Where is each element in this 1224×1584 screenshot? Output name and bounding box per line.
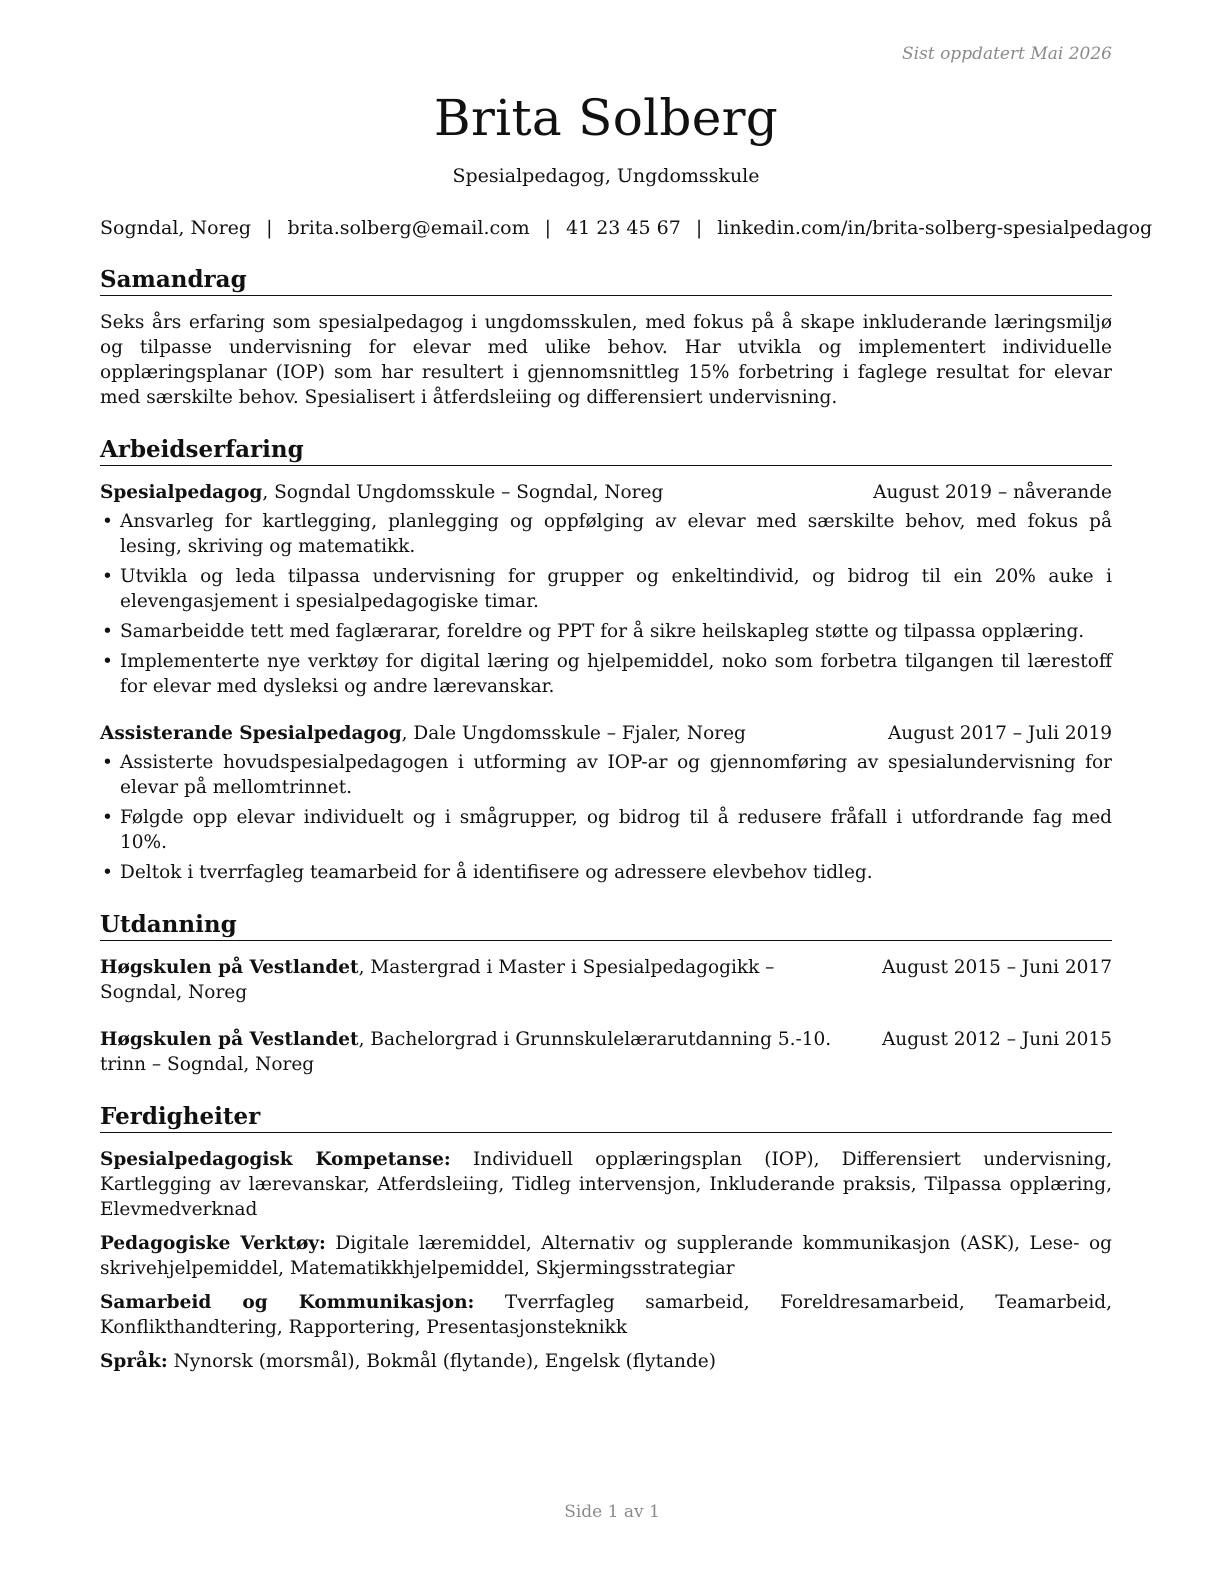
skill-text: Digitale læremiddel, Alternativ og supplerande kommunikasjon (ASK), Lese- og skrivehjelpemiddel, Matematikkhjelpemiddel, Skjermingsstrategiar	[100, 1233, 1112, 1279]
summary-heading: Samandrag	[100, 266, 1112, 296]
summary-text: Seks års erfaring som spesialpedagog i ungdomsskulen, med fokus på å skape inkluderande læringsmiljø og tilpasse undervisning for elevar med ulike behov. Har utvikla og implementert individuelle opplæringsplanar (IOP) som har resultert i gjennomsnittleg 15% forbetring i faglege resultat for elevar med særskilte behov. Spesialisert i åtferdsleiing og differensiert undervisning.	[100, 312, 1112, 408]
page-number: Side 1 av 1	[564, 1502, 660, 1522]
contact-separator: |	[544, 217, 551, 239]
job-entry	[100, 721, 1112, 885]
summary-section	[100, 266, 1112, 410]
job-bullet: • Ansvarleg for kartlegging, planlegging og oppfølging av elevar med særskilte behov, med fokus på lesing, skriving og matematikk.	[102, 511, 1112, 557]
skill-text: Tverrfagleg samarbeid, Foreldresamarbeid, Teamarbeid, Konflikthandtering, Rapportering, Presentasjonsteknikk	[100, 1292, 1112, 1338]
skills-section	[100, 1103, 1112, 1374]
skills-heading: Ferdigheiter	[100, 1103, 1112, 1133]
contact-email[interactable]: brita.solberg@email.com	[287, 217, 530, 239]
job-bullet: • Deltok i tverrfagleg teamarbeid for å identifisere og adressere elevbehov tidleg.	[102, 862, 873, 883]
job-org: , Sogndal Ungdomsskule – Sogndal, Noreg	[262, 482, 664, 503]
education-heading: Utdanning	[100, 911, 1112, 941]
job-bullet: • Følgde opp elevar individuelt og i smågrupper, og bidrog til å redusere fråfall i utfordrande fag med 10%.	[102, 807, 1112, 853]
education-dates: August 2015 – Juni 2017	[881, 957, 1112, 978]
education-section	[100, 911, 1112, 1077]
contact-location: Sogndal, Noreg	[100, 217, 252, 239]
job-entry	[100, 480, 1112, 699]
resume-page	[100, 0, 1153, 1374]
contact-phone: 41 23 45 67	[566, 217, 681, 239]
skill-text: Nynorsk (morsmål), Bokmål (flytande), Engelsk (flytande)	[167, 1351, 716, 1372]
skill-label: Språk:	[100, 1351, 168, 1372]
skill-text: Individuell opplæringsplan (IOP), Differensiert undervisning, Kartlegging av lærevanskar, Atferdsleiing, Tidleg intervensjon, Inkluderande praksis, Tilpassa opplæring, Elevmedverknad	[100, 1149, 1113, 1220]
candidate-name: Brita Solberg	[433, 89, 779, 147]
job-dates: August 2019 – nåverande	[873, 482, 1112, 503]
job-bullet: • Utvikla og leda tilpassa undervisning for grupper og enkeltindivid, og bidrog til ein 20% auke i elevengasjement i spesialpedagogiske timar.	[102, 566, 1112, 612]
skill-group	[100, 1231, 1112, 1281]
skill-label: Samarbeid og Kommunikasjon:	[100, 1292, 475, 1313]
job-bullet: • Implementerte nye verktøy for digital læring og hjelpemiddel, noko som forbetra tilgangen til lærestoff for elevar med dysleksi og andre lærevanskar.	[102, 651, 1112, 697]
job-role: Assisterande Spesialpedagog	[100, 723, 402, 744]
candidate-title: Spesialpedagog, Ungdomsskule	[452, 165, 760, 187]
contact-separator: |	[695, 217, 703, 239]
skill-label: Pedagogiske Verktøy:	[100, 1233, 326, 1254]
job-bullet: • Assisterte hovudspesialpedagogen i utforming av IOP-ar og gjennomføring av spesialundervisning for elevar på mellomtrinnet.	[102, 752, 1112, 798]
job-org: , Dale Ungdomsskule – Fjaler, Noreg	[401, 723, 746, 744]
job-dates: August 2017 – Juli 2019	[887, 723, 1112, 744]
education-entry	[100, 955, 1112, 1005]
job-role: Spesialpedagog	[100, 482, 263, 503]
education-entry	[100, 1027, 1112, 1077]
experience-heading: Arbeidserfaring	[100, 436, 1112, 466]
education-detail: , Bachelorgrad i Grunnskulelærarutdanning 5.-10. trinn – Sogndal, Noreg	[100, 1029, 832, 1075]
job-bullet: • Samarbeidde tett med faglærarar, foreldre og PPT for å sikre heilskapleg støtte og tilpassa opplæring.	[102, 621, 1085, 642]
last-updated: Sist oppdatert Mai 2026	[902, 44, 1112, 64]
education-school: Høgskulen på Vestlandet	[100, 957, 359, 978]
skill-group	[100, 1290, 1112, 1340]
education-dates: August 2012 – Juni 2015	[881, 1029, 1112, 1050]
education-detail: , Mastergrad i Master i Spesialpedagogikk – Sogndal, Noreg	[100, 957, 775, 1003]
skill-label: Spesialpedagogisk Kompetanse:	[100, 1149, 451, 1170]
skill-group	[100, 1349, 1112, 1374]
contact-line	[100, 216, 1153, 240]
skill-group	[100, 1147, 1112, 1222]
contact-separator: |	[266, 217, 273, 239]
education-school: Høgskulen på Vestlandet	[100, 1029, 359, 1050]
contact-linkedin[interactable]: linkedin.com/in/brita-solberg-spesialpedagog	[717, 217, 1153, 239]
experience-section	[100, 436, 1112, 885]
